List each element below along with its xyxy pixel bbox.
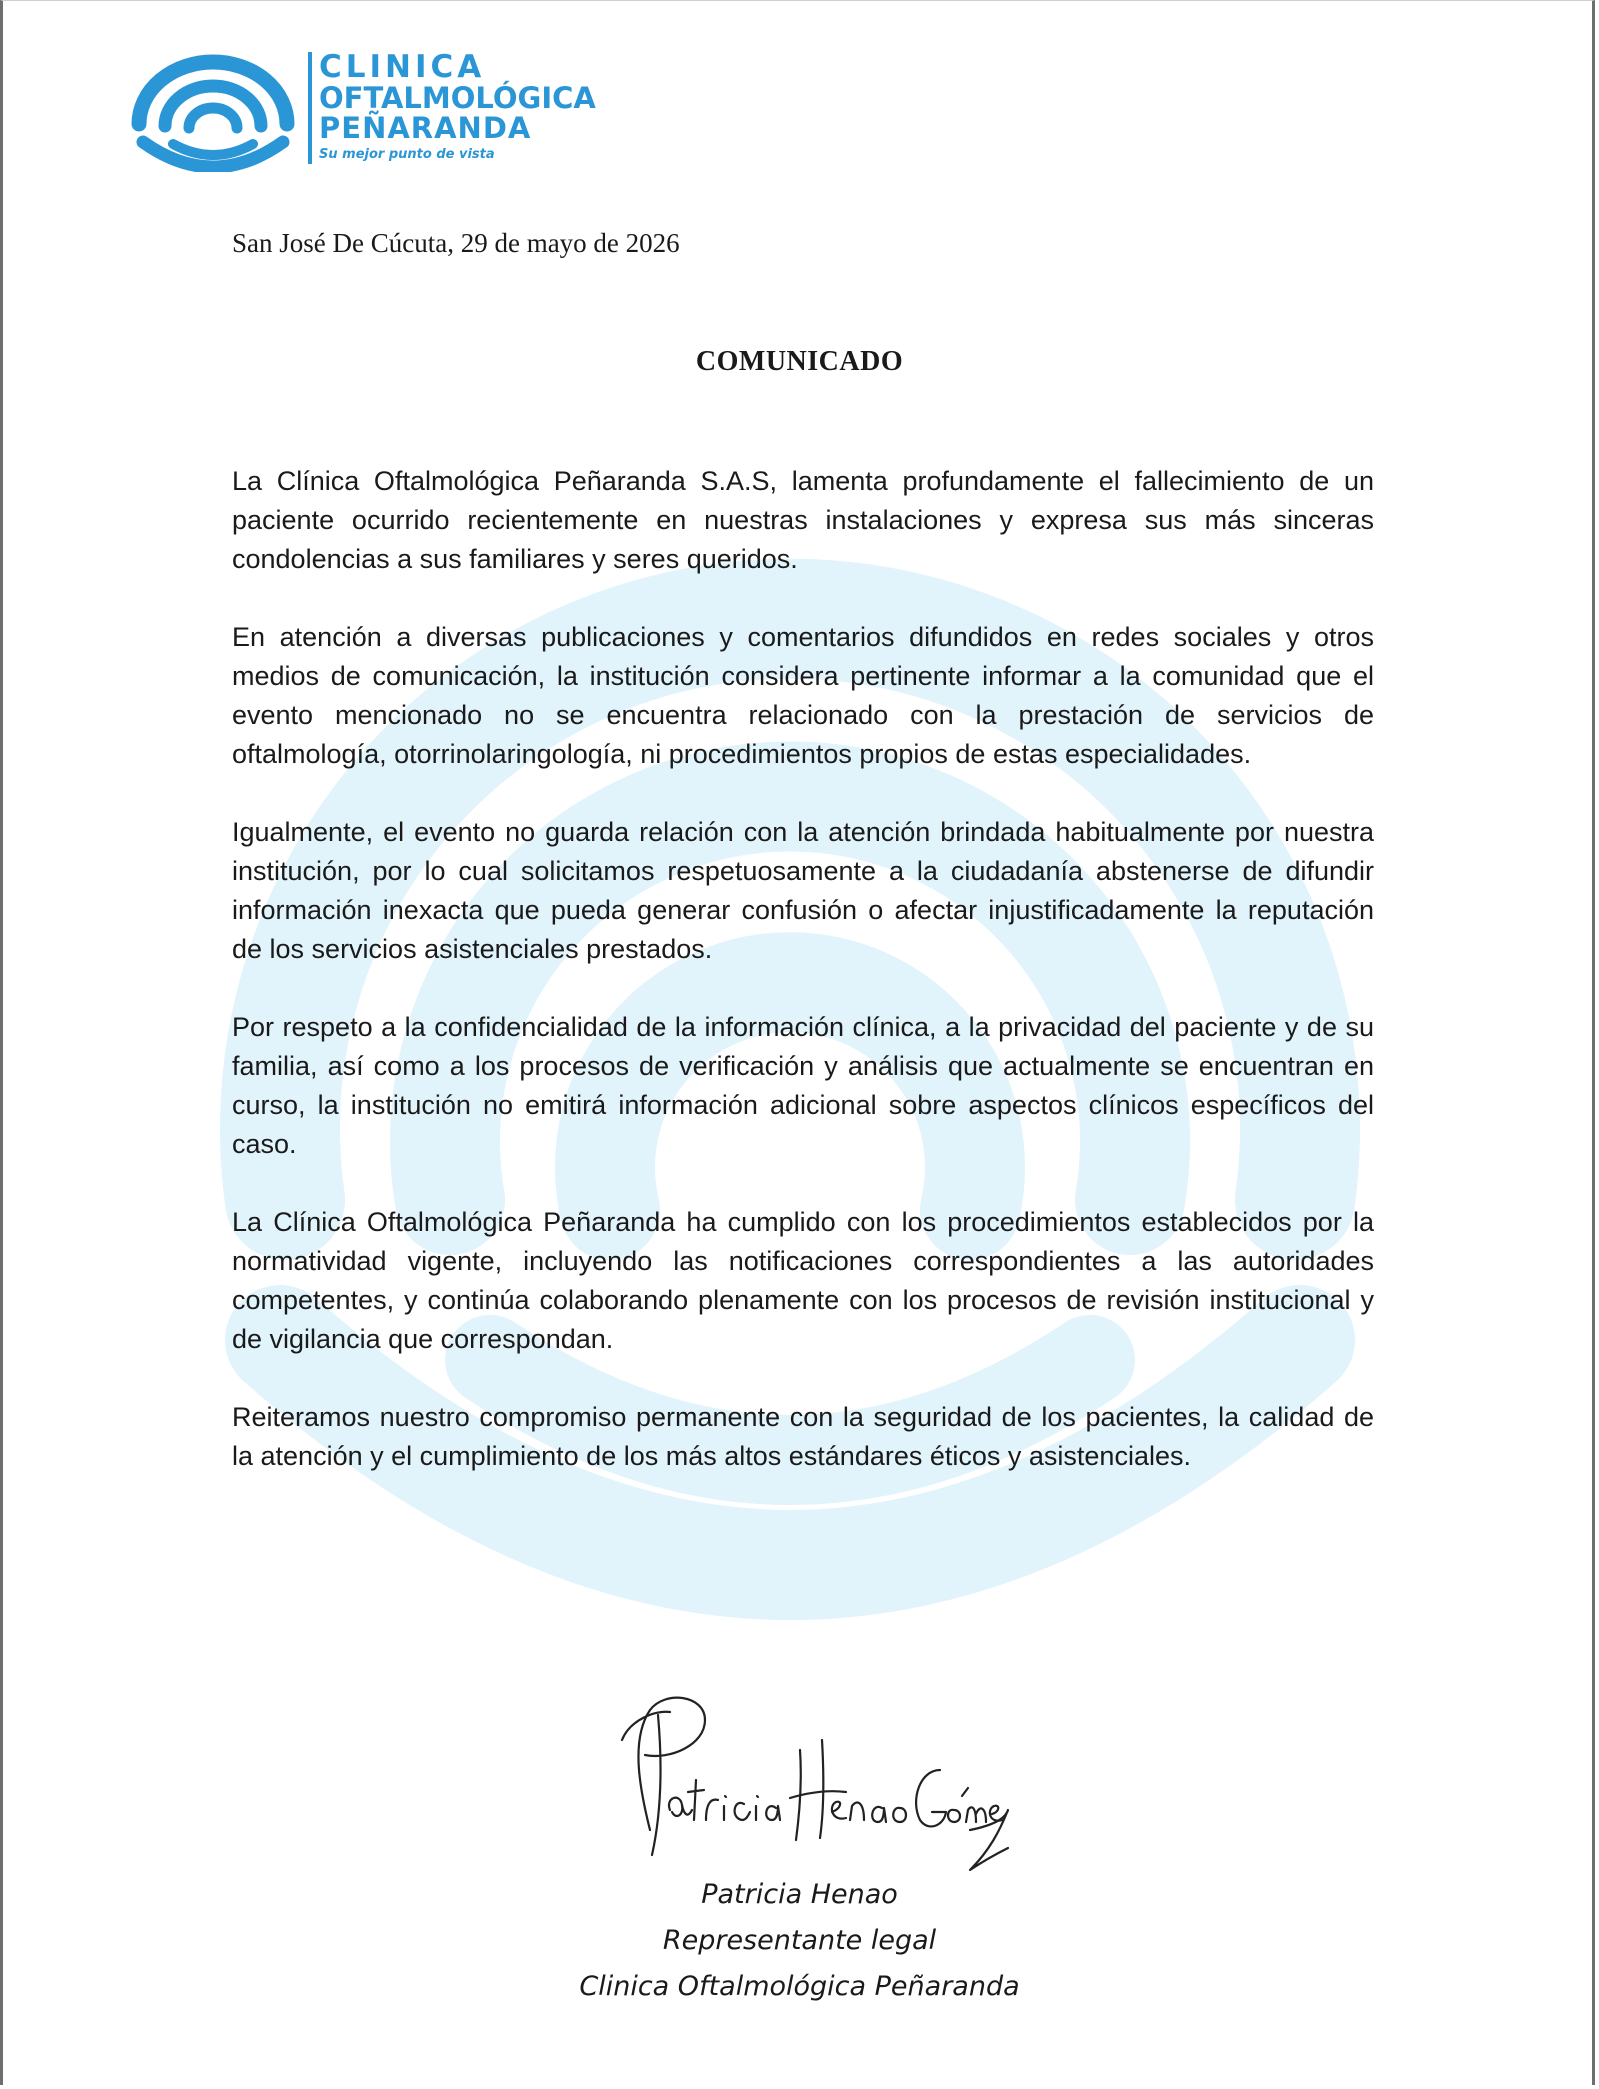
logo-divider: [308, 52, 312, 164]
body-paragraph: Reiteramos nuestro compromiso permanente con la seguridad de los pacientes, la calidad de la atención y el cumplimiento de los más altos estándares éticos y asistenciales.: [232, 1402, 1374, 1471]
body-paragraph: En atención a diversas publicaciones y comentarios difundidos en redes sociales y otros medios de comunicación, la institución considera pertinente informar a la comunidad que el evento mencionado no se encuentra relacionado con la prestación de servicios de oftalmología, otorrinolaringología, ni procedimientos propios de estas especialidades.: [232, 622, 1374, 769]
letter-body: [232, 462, 1374, 1515]
signer-organization: Clinica Oftalmológica Peñaranda: [579, 1971, 1020, 2002]
logo-line-penaranda: PEÑARANDA: [319, 111, 532, 145]
logo-tagline: Su mejor punto de vista: [319, 147, 495, 162]
body-paragraph: La Clínica Oftalmológica Peñaranda S.A.S, lamenta profundamente el fallecimiento de un paciente ocurrido recientemente en nuestras instalaciones y expresa sus más sinceras condolencias a sus familiares y seres queridos.: [232, 466, 1374, 574]
clinic-logo: [125, 42, 645, 172]
body-paragraph: Igualmente, el evento no guarda relación con la atención brindada habitualmente por nuestra institución, por lo cual solicitamos respetuosamente a la ciudadanía abstenerse de difundir información inexacta que pueda generar confusión o afectar injustificadamente la reputación de los servicios asistenciales prestados.: [232, 817, 1374, 964]
signature-block: [0, 1872, 1599, 2010]
letter-date: San José De Cúcuta, 29 de mayo de 2026: [232, 228, 680, 258]
body-paragraph: Por respeto a la confidencialidad de la información clínica, a la privacidad del paciente y de su familia, así como a los procesos de verificación y análisis que actualmente se encuentran en curso, la institución no emitirá información adicional sobre aspectos clínicos específicos del caso.: [232, 1012, 1374, 1159]
signer-role: Representante legal: [662, 1925, 937, 1956]
signer-name: Patricia Henao: [701, 1879, 898, 1910]
logo-line-oftalmologica: OFTALMOLÓGICA: [319, 81, 596, 115]
eye-arcs-logo-icon: [125, 42, 300, 172]
logo-line-clinica: CLINICA: [319, 49, 486, 85]
letter-title: COMUNICADO: [695, 346, 904, 377]
logo-wordmark: [319, 49, 596, 162]
body-paragraph: La Clínica Oftalmológica Peñaranda ha cumplido con los procedimientos establecidos por la normatividad vigente, incluyendo las notificaciones correspondientes a las autoridades competentes, y continúa colaborando plenamente con los procesos de revisión institucional y de vigilancia que correspondan.: [232, 1207, 1374, 1354]
handwritten-signature: [610, 1680, 1010, 1880]
